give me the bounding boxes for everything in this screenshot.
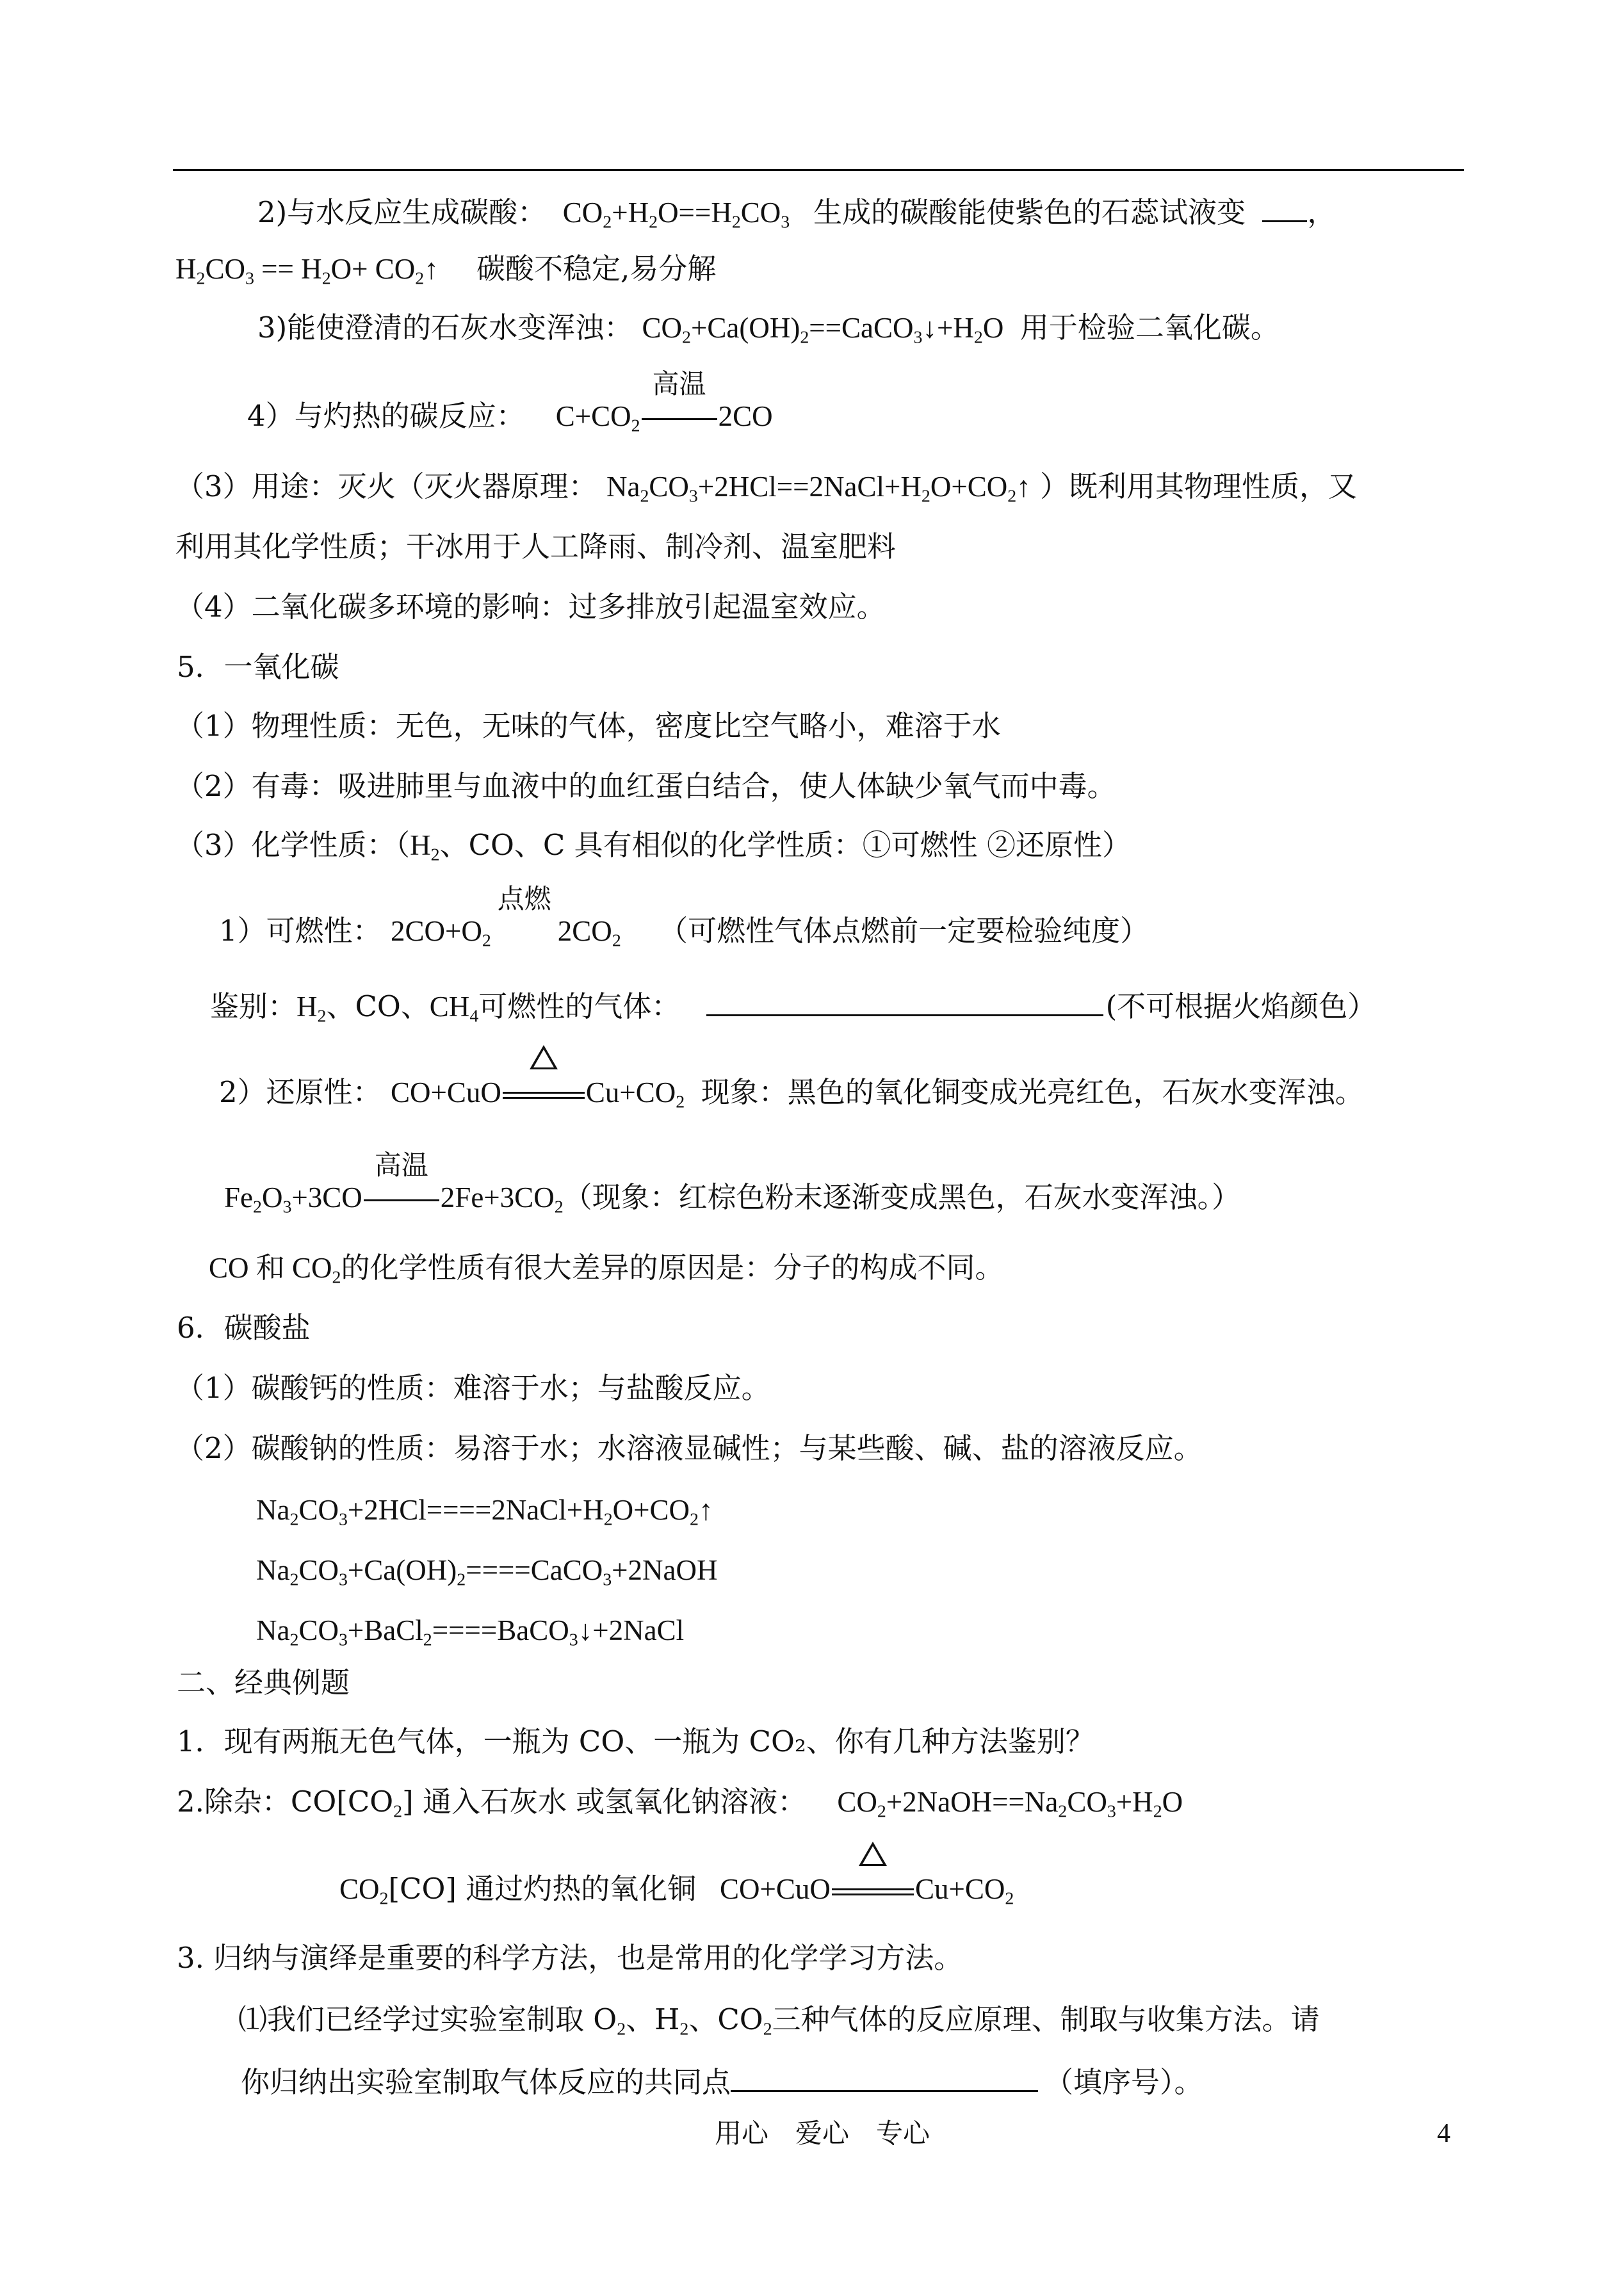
line-co-combustible: 1）可燃性： $2CO+O_2$ 点燃 $2CO_2$ （可燃性气体点燃前一定要检验纯度）	[219, 885, 1149, 951]
header-rule	[173, 169, 1464, 171]
question-2-part-b: $CO_2[CO]$ 通过灼热的氧化铜 CO+CuO $Cu+CO_2$	[339, 1870, 1014, 1908]
equation-c-co2: $C+CO_2$ 高温 2CO	[533, 370, 773, 436]
answer-blank-color[interactable]	[1262, 192, 1307, 222]
equation-na2co3-caoh2: $Na_2CO_3+Ca(OH)_2====CaCO_3+2NaOH$	[256, 1554, 718, 1590]
equation-co-cuo: CO+CuO $Cu+CO_2$	[391, 1076, 692, 1108]
line-uses-cont: 利用其化学性质；干冰用于人工降雨、制冷剂、温室肥料	[175, 530, 897, 564]
heat-triangle-icon	[530, 1045, 558, 1069]
footer-motto: 用心 爱心 专心	[715, 2118, 930, 2149]
answer-blank-common-points[interactable]	[731, 2062, 1038, 2092]
equation-co2-water: $CO_2+H_2O==H_2CO_3$	[555, 197, 790, 232]
equation-co2-naoh: $CO_2+2NaOH==Na_2CO_3+H_2O$	[815, 1786, 1183, 1822]
question-3-part-1-cont: 你归纳出实验室制取气体反应的共同点 （填序号）。	[241, 2062, 1203, 2102]
equation-limewater: $CO_2+Ca(OH)_2==CaCO_3↓+H_2O$	[642, 312, 1011, 348]
line-co-chemical: （3）化学性质：（$H_2$、CO、C 具有相似的化学性质：①可燃性 ②还原性）	[175, 828, 1131, 865]
question-1: 1．现有两瓶无色气体，一瓶为 CO、一瓶为 CO₂、你有几种方法鉴别？	[177, 1724, 1094, 1758]
equation-h2co3-decompose: $H_2CO_3 == H_2O+$ $CO_2↑$	[175, 253, 467, 289]
line-co-co2-difference: CO 和 $CO_2$的化学性质有很大差异的原因是：分子的构成不同。	[209, 1251, 1004, 1288]
line-limewater: 3)能使澄清的石灰水变浑浊： $CO_2+Ca(OH)_2==CaCO_3↓+H_2O$ 用于检验二氧化碳。	[257, 311, 1279, 348]
line-co-physical: （1）物理性质：无色，无味的气体，密度比空气略小，难溶于水	[175, 709, 1001, 743]
heat-triangle-icon	[859, 1842, 887, 1866]
equation-co-cuo-2: CO+CuO $Cu+CO_2$	[706, 1873, 1014, 1905]
line-na2co3: （2）碳酸钠的性质：易溶于水；水溶液显碱性；与某些酸、碱、盐的溶液反应。	[175, 1431, 1203, 1465]
line-carbonic-acid: 2)与水反应生成碳酸： $CO_2+H_2O==H_2CO_3$ 生成的碳酸能使紫色的石蕊试液变 ，	[257, 192, 1336, 232]
equation-na2co3-hcl: $Na_2CO_3+2HCl====2NaCl+H_2O+CO_2↑$	[256, 1494, 713, 1530]
equation-extinguisher: $Na_2CO_3+2HCl==2NaCl+H_2O+CO_2↑$	[606, 471, 1031, 507]
question-3: 3. 归纳与演绎是重要的科学方法，也是常用的化学学习方法。	[177, 1941, 963, 1975]
line-identify: 鉴别：$H_2$、CO、$CH_4$可燃性的气体： (不可根据火焰颜色）	[210, 986, 1376, 1026]
section-examples-heading: 二、经典例题	[177, 1666, 350, 1699]
line-caco3: （1）碳酸钙的性质：难溶于水；与盐酸反应。	[175, 1371, 770, 1405]
equation-na2co3-bacl2: $Na_2CO_3+BaCl_2====BaCO_3↓+2NaCl$	[256, 1614, 685, 1650]
question-3-part-1: ⑴我们已经学过实验室制取 $O_2$、$H_2$、$CO_2$三种气体的反应原理、制取与收集方法。请	[238, 2002, 1320, 2040]
section-carbonate-heading: 6．碳酸盐	[177, 1311, 311, 1345]
line-fe2o3: $Fe_2O_3+3CO$ 高温 $2Fe+3CO_2$（现象：红棕色粉末逐渐变成黑色，石灰水变浑浊。）	[224, 1151, 1241, 1217]
line-hot-carbon: 4）与灼热的碳反应： $C+CO_2$ 高温 2CO	[247, 370, 773, 436]
answer-blank-identify[interactable]	[706, 986, 1103, 1016]
question-2: 2.除杂：$CO[CO_2]$ 通入石灰水 或氢氧化钠溶液： $CO_2+2NaOH==Na_2CO_3+H_2O$	[177, 1785, 1183, 1822]
equation-co-burn: $2CO+O_2$ 点燃 $2CO_2$	[390, 885, 621, 951]
line-co-toxic: （2）有毒：吸进肺里与血液中的血红蛋白结合，使人体缺少氧气而中毒。	[175, 769, 1116, 803]
section-co-heading: 5．一氧化碳	[177, 650, 339, 684]
equation-fe2o3-co: $Fe_2O_3+3CO$ 高温 $2Fe+3CO_2$	[224, 1151, 564, 1217]
line-carbonic-decompose: $H_2CO_3 == H_2O+$ $CO_2↑$ 碳酸不稳定,易分解	[175, 252, 717, 289]
line-co-reducing: 2）还原性： CO+CuO $Cu+CO_2$ 现象：黑色的氧化铜变成光亮红色，石灰水变浑浊。	[219, 1073, 1364, 1112]
line-environment: （4）二氧化碳多环境的影响：过多排放引起温室效应。	[175, 590, 886, 624]
line-uses: （3）用途：灭火（灭火器原理： $Na_2CO_3+2HCl==2NaCl+H_2O+CO_2↑$ ）既利用其物理性质，又	[175, 469, 1357, 507]
page-number: 4	[1437, 2119, 1450, 2148]
